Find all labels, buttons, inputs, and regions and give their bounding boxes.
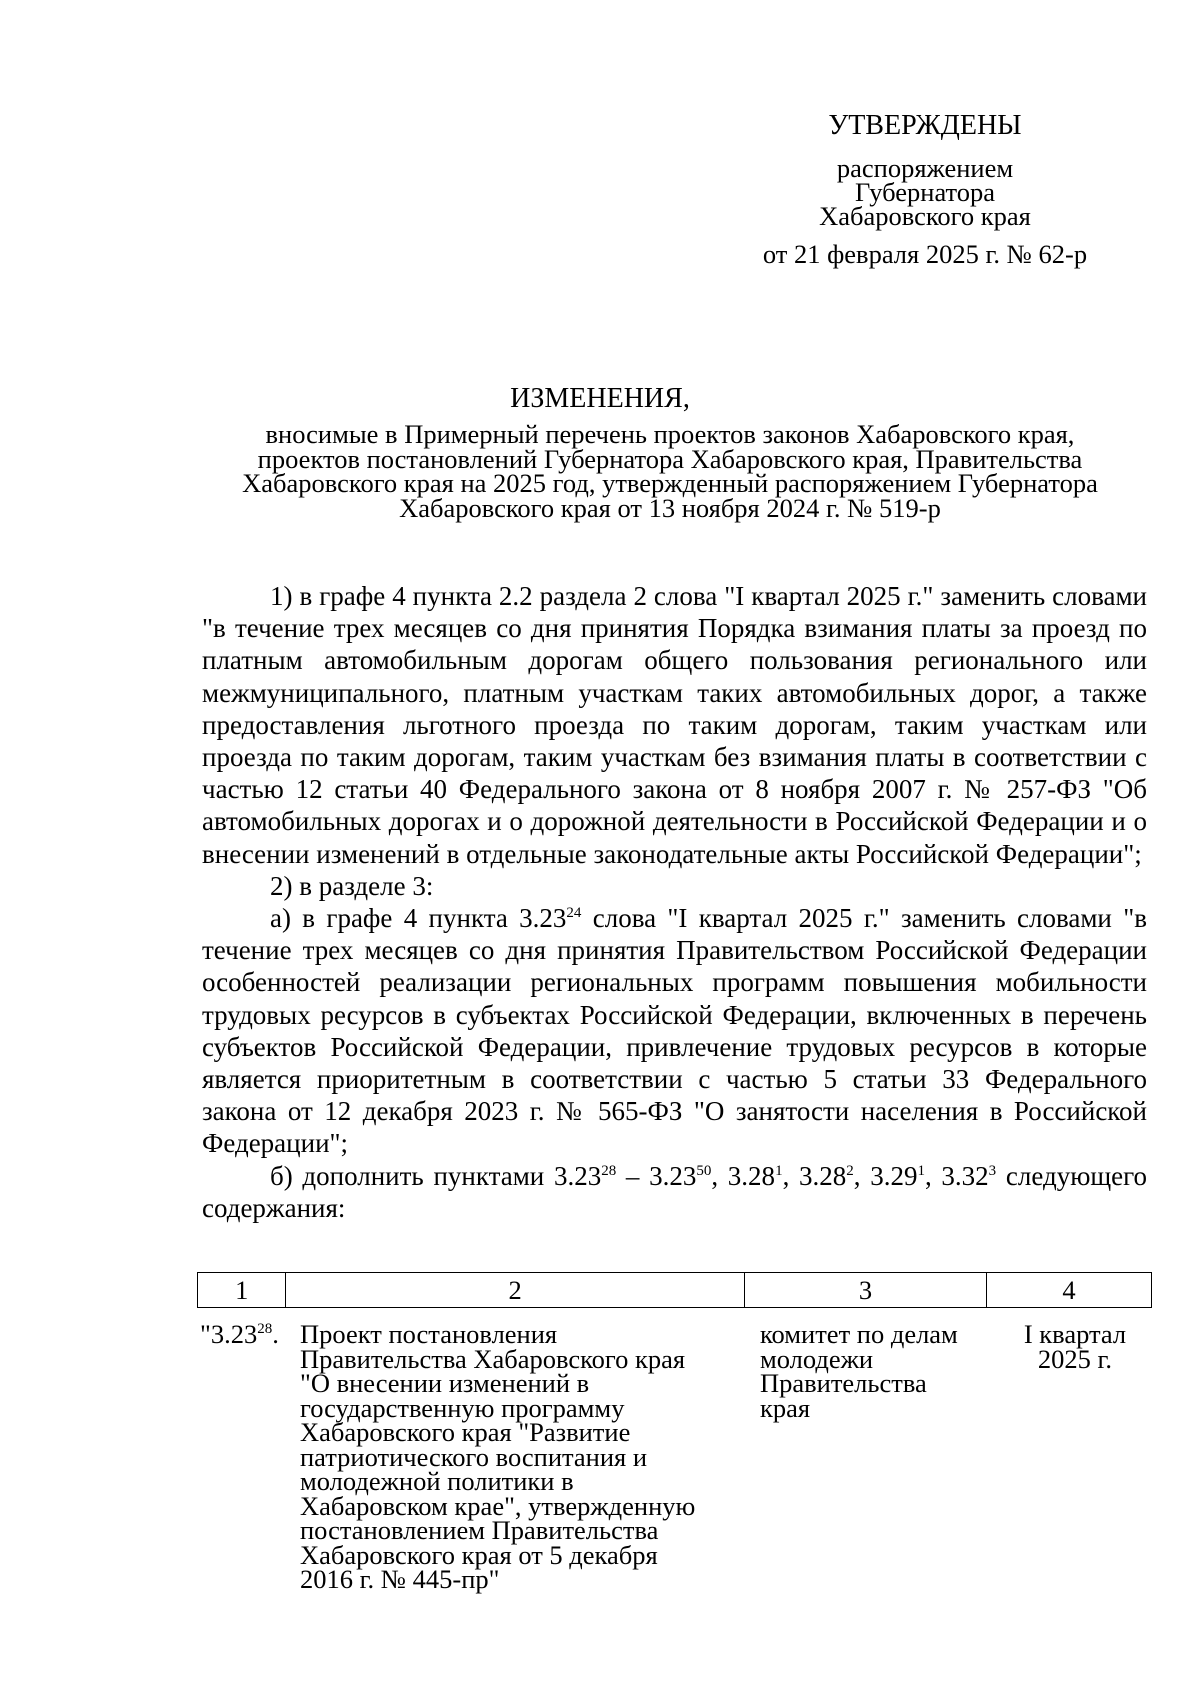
description-line: "О внесении изменений в: [300, 1368, 590, 1398]
paragraph-4-text: – 3.23: [616, 1160, 697, 1191]
executor-line: Правительства: [760, 1368, 927, 1398]
item-number: [200, 1319, 292, 1349]
superscript: 3: [988, 1162, 997, 1179]
description-line: Проект постановления: [300, 1319, 558, 1349]
paragraph-4-text: , 3.28: [782, 1160, 847, 1191]
item-description: [300, 1319, 740, 1594]
column-header-4: 4: [987, 1273, 1152, 1308]
subtitle-line: вносимые в Примерный перечень проектов законов Хабаровского края,: [265, 419, 1075, 449]
term-line: 2025 г.: [1037, 1343, 1113, 1374]
executor-line: молодежи: [760, 1343, 874, 1374]
columns-header-table: [197, 1272, 1152, 1308]
approval-date: от 21 февраля 2025 г. № 62-р: [762, 239, 1088, 269]
description-line: молодежной политики в: [300, 1466, 574, 1496]
term-line: I квартал: [1023, 1319, 1127, 1349]
paragraph-4-text: , 3.29: [853, 1160, 918, 1191]
paragraph-4-text: следующего содержания:: [202, 1160, 1148, 1223]
superscript: 50: [696, 1162, 712, 1179]
approval-line-3: Хабаровского края: [819, 201, 1031, 231]
subtitle-line: Хабаровского края от 13 ноября 2024 г. № 519-р: [399, 492, 941, 523]
paragraph-3-text: а) в графе 4 пункта 3.23: [270, 903, 567, 934]
approval-line-2: Губернатора: [854, 177, 996, 207]
paragraph-4: [202, 1160, 1147, 1224]
description-line: Правительства Хабаровского края: [300, 1343, 686, 1374]
superscript: 1: [775, 1162, 783, 1179]
subtitle-line: Хабаровского края на 2025 год, утвержденный распоряжением Губернатора: [242, 468, 1098, 498]
paragraph-3-text: слова "I квартал 2025 г." заменить словами "в течение трех месяцев со дня принятия Правительством Российской Федерации особенностей реализации региональных программ повышения мобильности трудовых ресурсов в субъектах Российской Федерации, включенных в перечень субъектов Российской Федерации, привлечение трудовых ресурсов в которые является приоритетным в соответствии с частью 5 статьи 33 Федерального закона от 12 декабря 2023 г. № 565-ФЗ "О занятости населения в Российской Федерации";: [202, 903, 1147, 1159]
description-line: 2016 г. № 445-пр": [300, 1564, 500, 1594]
description-line: Хабаровском крае", утвержденную: [300, 1490, 696, 1521]
approval-stamp: [740, 110, 1110, 269]
description-line: патриотического воспитания и: [300, 1441, 648, 1472]
column-header-1: 1: [198, 1273, 286, 1308]
document-body: [202, 580, 1147, 1224]
description-line: государственную программу: [300, 1392, 625, 1423]
executor-line: комитет по делам: [760, 1319, 958, 1349]
superscript: 2: [846, 1162, 854, 1179]
document-subtitle: [190, 419, 1150, 523]
paragraph-4-text: б) дополнить пунктами 3.23: [270, 1160, 602, 1191]
item-term: [1000, 1319, 1150, 1374]
description-line: Хабаровского края "Развитие: [300, 1417, 631, 1447]
superscript: 28: [257, 1321, 273, 1338]
executor-line: края: [760, 1392, 811, 1423]
table-header-row: [198, 1273, 1152, 1308]
paragraph-4-text: , 3.28: [711, 1160, 776, 1191]
description-line: Хабаровского края от 5 декабря: [300, 1539, 658, 1570]
superscript: 1: [917, 1162, 925, 1179]
superscript: 24: [566, 905, 582, 922]
approved-heading: УТВЕРЖДЕНЫ: [828, 110, 1022, 141]
item-number-text: .: [272, 1319, 279, 1349]
paragraph-3: [202, 902, 1147, 1160]
subtitle-line: проектов постановлений Губернатора Хабаровского края, Правительства: [257, 443, 1083, 474]
document-title: ИЗМЕНЕНИЯ,: [510, 383, 690, 414]
paragraph-4-text: , 3.32: [924, 1160, 989, 1191]
superscript: 28: [601, 1162, 617, 1179]
column-header-3: 3: [744, 1273, 986, 1308]
paragraph-1: 1) в графе 4 пункта 2.2 раздела 2 слова "I квартал 2025 г." заменить словами "в течение трех месяцев со дня принятия Порядка взимания платы за проезд по платным автомобильным дорогам общего пользования регионального или межмуниципального, платным участкам таких автомобильных дорог, а также предоставления льготного проезда по таким дорогам, таким участкам или проезда по таким дорогам, таким участкам без взимания платы в соответствии с частью 12 статьи 40 Федерального закона от 8 ноября 2007 г. № 257-ФЗ "Об автомобильных дорогах и о дорожной деятельности в Российской Федерации и о внесении изменений в отдельные законодательные акты Российской Федерации";: [202, 581, 1147, 869]
approval-line-1: распоряжением: [836, 153, 1014, 183]
item-number-text: "3.23: [200, 1319, 258, 1349]
description-line: постановлением Правительства: [300, 1515, 659, 1545]
paragraph-2: 2) в разделе 3:: [270, 870, 434, 901]
item-executor: [760, 1319, 990, 1423]
column-header-2: 2: [286, 1273, 744, 1308]
